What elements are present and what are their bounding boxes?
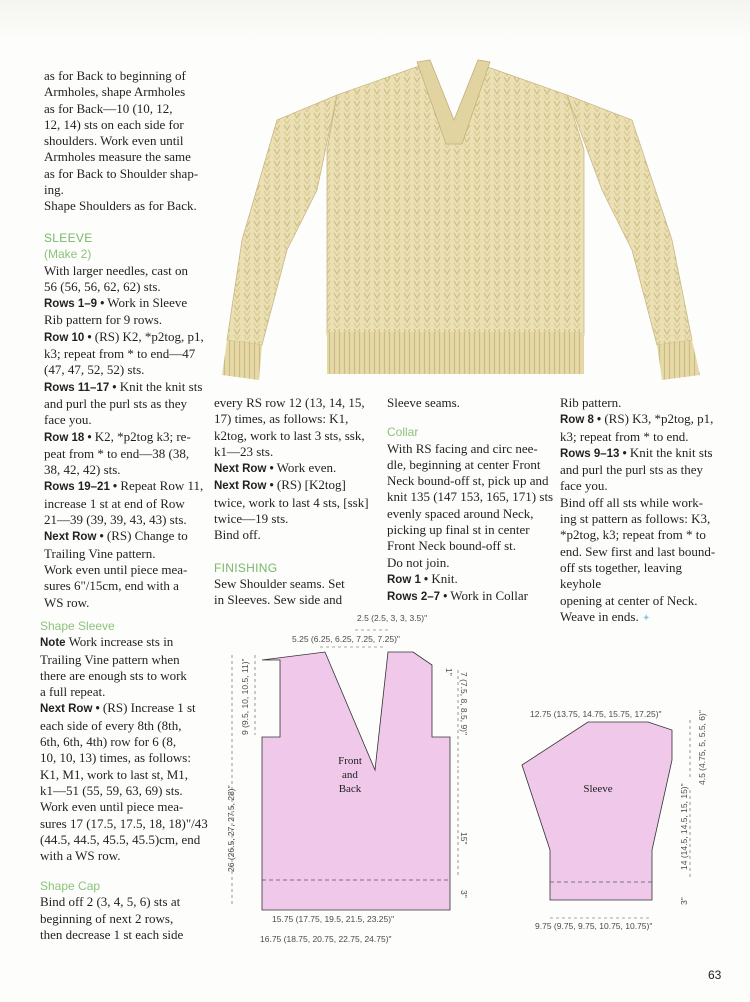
row-label: Rows 9–13 • xyxy=(560,447,627,460)
text-line: sures 6"/15cm, end with a xyxy=(44,578,179,594)
body-length-dim: 15" xyxy=(459,832,469,845)
text-line: sures 17 (17.5, 17.5, 18, 18)"/43 xyxy=(40,815,208,831)
text-line: Knit the knit sts xyxy=(626,444,713,460)
cap-height-dim-text: 4.5 (4.75, 5, 5.5, 6)" xyxy=(697,710,707,785)
sleeve-length-dim: 14 (14.5, 14.5, 15, 15)" xyxy=(679,783,689,870)
finishing-heading: FINISHING xyxy=(214,560,278,575)
text-line: 38, 42, 42) sts. xyxy=(44,462,121,478)
text-line: increase 1 st at end of Row xyxy=(44,495,185,511)
row-label: Row 8 • xyxy=(560,414,602,427)
shoulder-drop-dim: 1" xyxy=(444,668,454,676)
text-line: a full repeat. xyxy=(40,684,106,700)
text-line: twice—19 sts. xyxy=(214,511,289,527)
text-line: as for Back—10 (10, 12, xyxy=(44,100,173,116)
text-line: Bind off. xyxy=(214,527,261,543)
body-rib-dim: 3" xyxy=(459,890,469,898)
body-label-1: Front xyxy=(338,755,362,767)
sleeve-schematic-shape xyxy=(522,722,672,900)
text-line: (RS) K2, *p2tog, p1, xyxy=(91,328,204,344)
text-line: (47, 47, 52, 52) sts. xyxy=(44,362,145,378)
text-line: Weave in ends. xyxy=(560,608,639,624)
sleeve-top-width-dim: 12.75 (13.75, 14.75, 15.75, 17.25)" xyxy=(530,709,662,719)
text-line: as for Back to beginning of xyxy=(44,68,186,83)
text-line: (RS) K3, *p2tog, p1, xyxy=(601,411,714,427)
text-line: each side of every 8th (8th, xyxy=(40,717,182,733)
shoulder-width-dim: 5.25 (6.25, 6.25, 7.25, 7.25)" xyxy=(292,634,400,644)
text-line: peat from * to end—38 (38, xyxy=(44,445,190,461)
row-label: Next Row • xyxy=(214,480,274,493)
neck-drop-dim: 7 (7.5, 8, 8.5, 9)" xyxy=(459,672,469,736)
text-line: Do not join. xyxy=(387,554,450,570)
text-line: Trailing Vine pattern. xyxy=(44,545,156,561)
row-label: Next Row • xyxy=(44,531,104,544)
text-line: as for Back to Shoulder shap- xyxy=(44,165,199,181)
text-line: k1—23 sts. xyxy=(214,443,274,459)
text-line: 6th, 6th, 4th) row for 6 (8, xyxy=(40,734,177,750)
text-line: Knit. xyxy=(428,570,458,586)
text-line: and purl the purl sts as they xyxy=(44,395,187,411)
body-label-3: Back xyxy=(338,783,362,795)
text-line: and purl the purl sts as they xyxy=(560,462,703,478)
shape-sleeve-heading: Shape Sleeve xyxy=(40,619,115,633)
row-label: Rows 2–7 • xyxy=(387,591,448,604)
sleeve-heading: SLEEVE xyxy=(44,231,93,245)
text-line: 10, 10, 13) times, as follows: xyxy=(40,750,191,766)
neck-depth-dim: 2.5 (2.5, 3, 3, 3.5)" xyxy=(357,613,428,623)
text-line: evenly spaced around Neck, xyxy=(387,505,534,521)
row-label: Row 1 • xyxy=(387,573,429,586)
text-line: Armholes measure the same xyxy=(44,149,191,165)
text-line: (RS) [K2tog] xyxy=(273,477,346,493)
text-line: 21—39 (39, 39, 43, 43) sts. xyxy=(44,512,187,528)
text-line: shoulders. Work even until xyxy=(44,133,184,149)
collar-heading: Collar xyxy=(387,425,419,440)
shape-cap-heading: Shape Cap xyxy=(40,879,101,893)
text-line: Work even until piece mea- xyxy=(40,799,184,815)
armhole-depth-dim: 9 (9.5, 10, 10.5, 11)" xyxy=(240,658,250,735)
text-line: end. Sew first and last bound- xyxy=(560,543,716,559)
text-line: K2, *p2tog k3; re- xyxy=(91,428,191,444)
text-line: face you. xyxy=(560,478,608,494)
text-line: picking up final st in center xyxy=(387,522,530,538)
text-line: Repeat Row 11, xyxy=(117,478,204,494)
text-line: Armholes, shape Armholes xyxy=(44,84,186,100)
text-line: ing. xyxy=(44,182,64,198)
text-line: ing st pattern as follows: K3, xyxy=(560,511,711,527)
text-line: (RS) Change to xyxy=(103,528,188,544)
text-line: Bind off 2 (3, 4, 5, 6) sts at xyxy=(40,894,181,910)
text-line: Neck bound-off st, pick up and xyxy=(387,473,549,489)
text-line: 12, 14) sts on each side for xyxy=(44,116,184,132)
text-line: twice, work to last 4 sts, [ssk] xyxy=(214,494,369,510)
text-line: Knit the knit sts xyxy=(116,378,203,394)
total-length-dim: 26 (26.5, 27, 27.5, 28)" xyxy=(226,785,236,872)
text-line: knit 135 (147 153, 165, 171) sts xyxy=(387,489,554,505)
row-label: Rows 19–21 • xyxy=(44,481,118,494)
text-line: every RS row 12 (13, 14, 15, xyxy=(214,395,365,410)
sleeve-subheading: (Make 2) xyxy=(44,247,92,262)
text-line: Front Neck bound-off st. xyxy=(387,538,517,554)
body-label-2: and xyxy=(342,769,358,781)
text-line: Rib pattern. xyxy=(560,395,622,410)
text-line: K1, M1, work to last st, M1, xyxy=(40,766,189,782)
text-line: Work in Collar xyxy=(447,588,528,604)
text-line: (44.5, 44.5, 45.5, 45.5)cm, end xyxy=(40,831,201,847)
text-line: Rib pattern for 9 rows. xyxy=(44,312,163,328)
row-label: Row 10 • xyxy=(44,331,92,344)
text-line: off sts together, leaving keyhole xyxy=(560,559,682,592)
text-line: Trailing Vine pattern when xyxy=(40,651,180,667)
text-line: 17) times, as follows: K1, xyxy=(214,411,349,427)
sleeve-label: Sleeve xyxy=(583,783,613,795)
text-line: there are enough sts to work xyxy=(40,667,187,683)
text-line: Sew Shoulder seams. Set xyxy=(214,575,345,591)
text-line: Work even. xyxy=(273,460,337,476)
text-line: With larger needles, cast on xyxy=(44,262,188,278)
text-line: (RS) Increase 1 st xyxy=(99,700,196,716)
text-line: With RS facing and circ nee- xyxy=(387,440,538,456)
row-label: Next Row • xyxy=(40,703,100,716)
row-label: Row 18 • xyxy=(44,431,92,444)
end-mark-icon: ✦ xyxy=(641,612,651,624)
text-line: k2tog, work to last 3 sts, ssk, xyxy=(214,427,365,443)
text-line: Sleeve seams. xyxy=(387,395,460,410)
body-schematic-shape xyxy=(262,652,450,910)
text-line: dle, beginning at center Front xyxy=(387,456,541,472)
page-number: 63 xyxy=(708,968,722,982)
text-line: Work increase sts in xyxy=(65,634,174,650)
text-line: *p2tog, k3; repeat from * to xyxy=(560,527,706,543)
row-label: Rows 11–17 • xyxy=(44,381,117,394)
text-line: then decrease 1 st each side xyxy=(40,926,184,942)
bottom-width-1-dim: 15.75 (17.75, 19.5, 21.5, 23.25)" xyxy=(272,914,395,924)
note-label: Note xyxy=(40,637,66,650)
text-line: with a WS row. xyxy=(40,848,121,864)
sleeve-rib-dim: 3" xyxy=(679,897,689,905)
text-line: k1—51 (55, 59, 63, 69) sts. xyxy=(40,782,183,798)
text-line: Shape Shoulders as for Back. xyxy=(44,198,197,214)
bottom-width-2-dim: 16.75 (18.75, 20.75, 22.75, 24.75)" xyxy=(260,934,392,944)
cuff-width-dim: 9.75 (9.75, 9.75, 10.75, 10.75)" xyxy=(535,921,653,931)
text-line: WS row. xyxy=(44,594,90,610)
row-label: Next Row • xyxy=(214,463,274,476)
text-line: Bind off all sts while work- xyxy=(560,494,704,510)
text-line: k3; repeat from * to end—47 xyxy=(44,346,196,362)
text-line: opening at center of Neck. xyxy=(560,592,698,608)
text-line: Work even until piece mea- xyxy=(44,561,188,577)
row-label: Rows 1–9 • xyxy=(44,298,105,311)
text-line: k3; repeat from * to end. xyxy=(560,428,689,444)
text-line: 56 (56, 56, 62, 62) sts. xyxy=(44,278,161,294)
text-line: face you. xyxy=(44,412,92,428)
text-line: in Sleeves. Sew side and xyxy=(214,592,343,608)
text-line: beginning of next 2 rows, xyxy=(40,910,174,926)
text-line: Work in Sleeve xyxy=(104,295,188,311)
